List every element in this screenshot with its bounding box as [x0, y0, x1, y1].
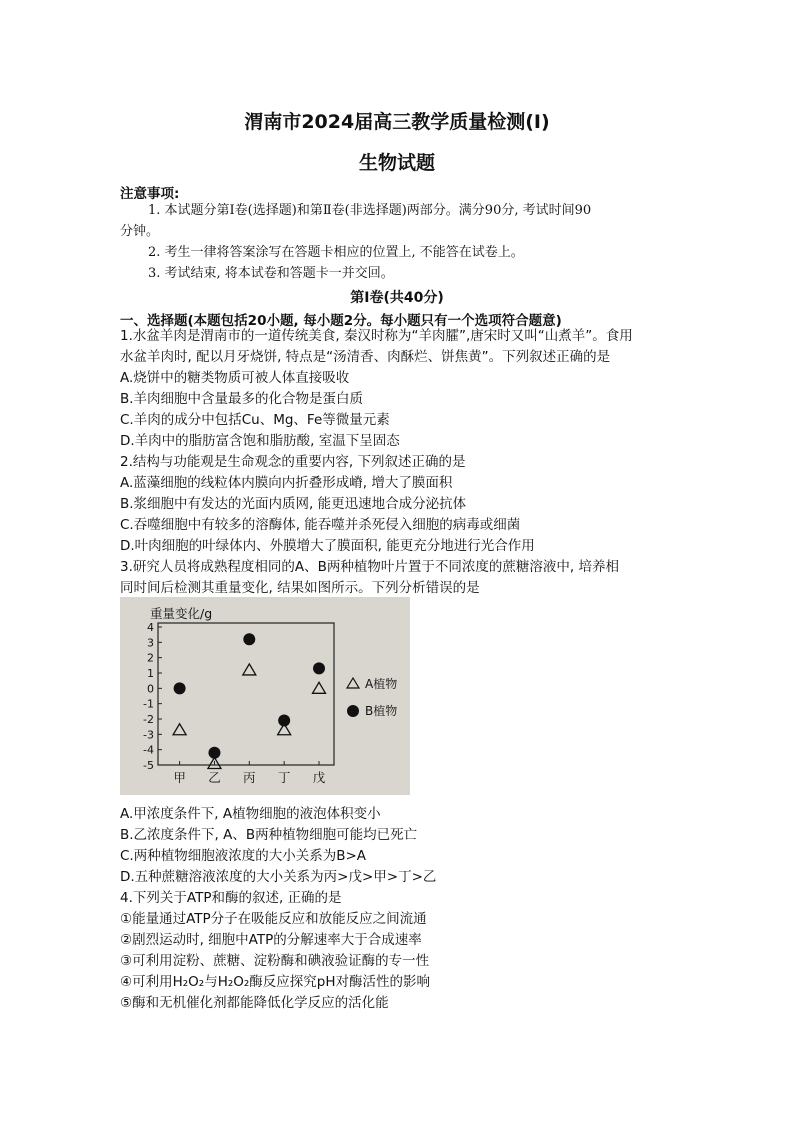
q4-item-3: ③可利用淀粉、蔗糖、淀粉酶和碘液验证酶的专一性 — [120, 953, 430, 969]
legend-marker-a — [347, 678, 359, 688]
q1-option-c: C.羊肉的成分中包括Cu、Mg、Fe等微量元素 — [120, 412, 390, 428]
q2-option-c: C.吞噬细胞中有较多的溶酶体, 能吞噬并杀死侵入细胞的病毒或细菌 — [120, 517, 521, 533]
q3-option-b: B.乙浓度条件下, A、B两种植物细胞可能均已死亡 — [120, 827, 418, 843]
y-tick-label: -3 — [143, 728, 154, 742]
legend-marker-b — [347, 705, 359, 717]
x-tick-label: 戊 — [312, 770, 326, 785]
point-a-plant — [313, 682, 326, 693]
legend-label-a: A植物 — [365, 677, 398, 691]
q2-option-a: A.蓝藻细胞的线粒体内膜向内折叠形成嵴, 增大了膜面积 — [120, 475, 453, 491]
point-a-plant — [173, 724, 186, 735]
notice-heading: 注意事项: — [120, 186, 180, 202]
point-b-plant — [208, 747, 220, 759]
q3-stem: 3.研究人员将成熟程度相同的A、B两种植物叶片置于不同浓度的蔗糖溶液中, 培养相 — [120, 559, 619, 575]
q2-stem: 2.结构与功能观是生命观念的重要内容, 下列叙述正确的是 — [120, 454, 466, 470]
point-a-plant — [243, 664, 256, 675]
x-tick-label: 甲 — [173, 770, 186, 785]
section-one-heading: 一、选择题(本题包括20小题, 每小题2分。每小题只有一个选项符合题意) — [120, 313, 562, 329]
y-tick-label: 2 — [147, 651, 154, 665]
y-axis-label: 重量变化/g — [150, 606, 213, 621]
point-b-plant — [243, 633, 255, 645]
q3-option-c: C.两种植物细胞液浓度的大小关系为B>A — [120, 848, 367, 864]
q1-stem: 1.水盆羊肉是渭南市的一道传统美食, 秦汉时称为“羊肉臛”,唐宋时又叫“山煮羊”。食用 — [120, 328, 633, 344]
q4-item-5: ⑤酶和无机催化剂都能降低化学反应的活化能 — [120, 995, 389, 1011]
y-tick-label: -5 — [143, 759, 154, 772]
point-b-plant — [174, 682, 186, 694]
x-tick-label: 丁 — [277, 770, 291, 785]
point-b-plant — [313, 662, 325, 674]
q3-option-d: D.五种蔗糖溶液浓度的大小关系为丙>戊>甲>丁>乙 — [120, 869, 437, 885]
q4-item-1: ①能量通过ATP分子在吸能反应和放能反应之间流通 — [120, 911, 427, 927]
q3-option-a: A.甲浓度条件下, A植物细胞的液泡体积变小 — [120, 806, 381, 822]
q2-option-d: D.叶肉细胞的叶绿体内、外膜增大了膜面积, 能更充分地进行光合作用 — [120, 538, 535, 554]
q4-item-4: ④可利用H₂O₂与H₂O₂酶反应探究pH对酶活性的影响 — [120, 974, 431, 990]
q1-option-d: D.羊肉中的脂肪富含饱和脂肪酸, 室温下呈固态 — [120, 433, 400, 449]
point-b-plant — [278, 715, 290, 727]
x-tick-label: 乙 — [208, 770, 221, 785]
notice-item: 分钟。 — [120, 224, 160, 239]
section-title: 第Ⅰ卷(共40分) — [350, 290, 444, 306]
y-tick-label: 0 — [147, 682, 154, 696]
y-tick-label: 1 — [147, 667, 154, 680]
y-tick-label: -4 — [143, 743, 154, 757]
q3-figure — [120, 597, 410, 795]
exam-subtitle: 生物试题 — [358, 152, 435, 174]
plot-frame — [158, 623, 334, 765]
q4-item-2: ②剧烈运动时, 细胞中ATP的分解速率大于合成速率 — [120, 932, 422, 948]
weight-change-chart — [120, 597, 410, 795]
q1-stem: 水盆羊肉时, 配以月牙烧饼, 特点是“汤清香、肉酥烂、饼焦黄”。下列叙述正确的是 — [120, 349, 611, 365]
y-tick-label: 3 — [147, 636, 154, 650]
notice-item: 3. 考试结束, 将本试卷和答题卡一并交回。 — [148, 266, 394, 281]
x-tick-label: 丙 — [243, 770, 256, 785]
notice-item: 1. 本试题分第Ⅰ卷(选择题)和第Ⅱ卷(非选择题)两部分。满分90分, 考试时间90 — [148, 203, 592, 218]
legend-label-b: B植物 — [365, 704, 398, 718]
exam-title: 渭南市2024届高三教学质量检测(Ⅰ) — [244, 111, 550, 133]
q1-option-a: A.烧饼中的糖类物质可被人体直接吸收 — [120, 370, 350, 386]
y-tick-label: -1 — [143, 697, 154, 711]
y-tick-label: -2 — [143, 713, 154, 726]
q2-option-b: B.浆细胞中有发达的光面内质网, 能更迅速地合成分泌抗体 — [120, 496, 467, 512]
q1-option-b: B.羊肉细胞中含量最多的化合物是蛋白质 — [120, 391, 364, 407]
notice-item: 2. 考生一律将答案涂写在答题卡相应的位置上, 不能答在试卷上。 — [148, 245, 524, 260]
q3-stem: 同时间后检测其重量变化, 结果如图所示。下列分析错误的是 — [120, 580, 480, 596]
y-tick-label: 4 — [147, 621, 154, 634]
q4-stem: 4.下列关于ATP和酶的叙述, 正确的是 — [120, 890, 342, 906]
